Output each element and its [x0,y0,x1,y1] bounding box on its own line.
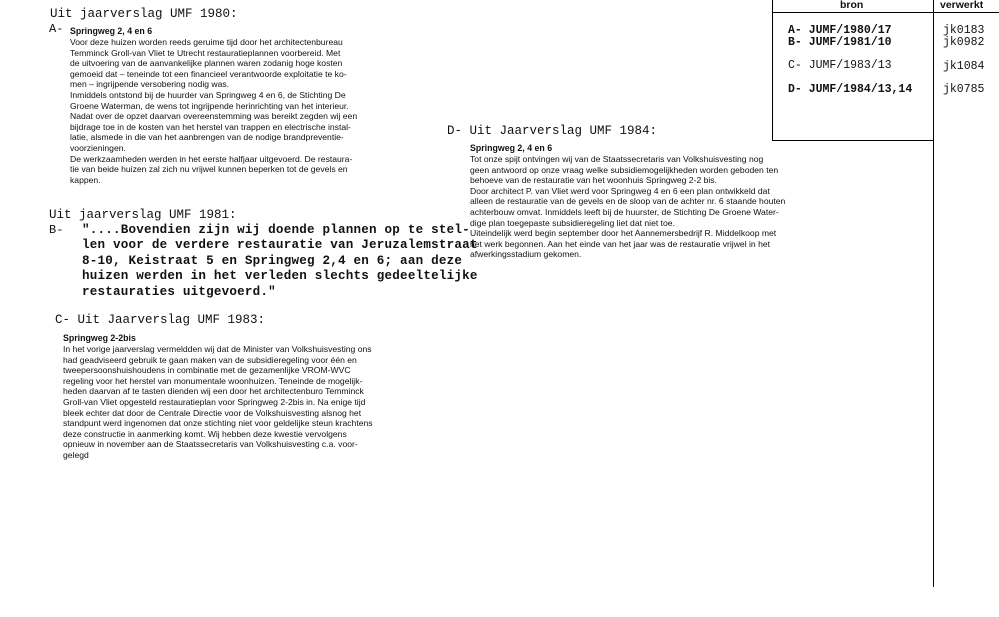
section-a-heading: Uit jaarverslag UMF 1980: [50,7,238,21]
paragraph-line: men – ingrijpende versobering nodig was. [70,79,230,90]
quote-line: len voor de verdere restauratie van Jeruzalemstraat [82,238,478,253]
section-c-subheading: Springweg 2-2bis [63,333,136,343]
paragraph-line: alleen de restauratie van de gevels en de sloop van de achter nr. 6 staande houten [470,196,786,207]
paragraph-line: geen antwoord op onze vraag welke subsidiemogelijkheden worden geboden ten [470,164,779,175]
quote-line: restauraties uitgevoerd." [82,284,276,299]
paragraph-line: Nadat over de opzet daarvan overeenstemming was bereikt zegden wij een [70,111,358,122]
paragraph-line: voorzieningen. [70,142,126,153]
paragraph-line: Groene Waterman, de wens tot ingrijpende herinrichting van het interieur. [70,100,349,111]
table-source-cell: B- JUMF/1981/10 [788,36,892,49]
paragraph-line: dige plan toegepaste subsidieregeling liet dat niet toe. [470,217,675,228]
paragraph-line: Uiteindelijk werd begin september door het Aannemersbedrijf R. Middelkoop met [470,228,777,239]
table-header-processed: verwerkt [940,0,984,11]
table-source-cell: A- JUMF/1980/17 [788,24,892,37]
paragraph-line: achterbouw omvat. Inmiddels leeft bij de huurster, de Stichting De Groene Water- [470,206,779,217]
section-a-subheading: Springweg 2, 4 en 6 [70,26,153,36]
paragraph-line: Inmiddels ontstond bij de huurder van Springweg 4 en 6, de Stichting De [70,89,346,100]
paragraph-line: tie van beide huizen zal zich nu vrijwel kunnen beperken tot de gevels en [70,164,348,175]
quote-line: "....Bovendien zijn wij doende plannen op te stel- [82,223,470,237]
section-b-letter: B- [49,223,64,237]
section-d-body [470,154,785,260]
quote-line: huizen werden in het verleden slechts gedeeltelijke [82,269,478,284]
table-source-cell: C- JUMF/1983/13 [788,59,892,72]
table-code-cell: jk1084 [943,60,985,73]
paragraph-line: Door architect P. van Vliet werd voor Springweg 4 en 6 een plan ontwikkeld dat [470,185,770,196]
section-b-heading: Uit jaarverslag UMF 1981: [49,208,237,222]
table-left-border [772,0,773,140]
paragraph-line: Voor deze huizen worden reeds geruime tijd door het architectenbureau [70,37,343,47]
paragraph-line: afwerkingsstadium gekomen. [470,249,582,260]
table-column-divider [933,0,934,587]
paragraph-line: bleek echter dat door de Centrale Directie voor de Volkshuisvesting alsnog het [63,407,362,418]
paragraph-line: standpunt werd ingenomen dat onze stichting niet voor geldelijke steun krachtens [63,418,373,429]
section-d-heading: D- Uit Jaarverslag UMF 1984: [447,124,658,138]
paragraph-line: het werk begonnen. Aan het einde van het jaar was de restauratie vrijwel in het [470,238,771,249]
paragraph-line: Tot onze spijt ontvingen wij van de Staatssecretaris van Volkshuisvesting nog [470,154,764,164]
table-header-source: bron [840,0,864,11]
paragraph-line: deze constructie in aanmerking komt. Wij hebben deze kwestie vervolgens [63,428,347,439]
paragraph-line: gelegd [63,449,89,460]
section-a-body [70,37,357,185]
table-code-cell: jk0183 [943,24,985,37]
section-c-body [63,344,373,461]
table-code-cell: jk0982 [943,36,985,49]
table-bottom-border [772,140,934,141]
quote-line: 8-10, Keistraat 5 en Springweg 2,4 en 6; aan deze [82,253,463,268]
paragraph-line: de uitvoering van de aanvankelijke plannen waren zodanig hoge kosten [70,58,343,69]
section-d-subheading: Springweg 2, 4 en 6 [470,143,553,153]
paragraph-line: had geadviseerd gebruik te gaan maken van de subsidieregeling voor één en [63,354,357,365]
paragraph-line: Temminck Groll-van Vliet te Utrecht restauratieplannen voorbereid. Met [70,47,341,58]
paragraph-line: kappen. [70,174,101,185]
paragraph-line: bijdrage toe in de kosten van het herstel van trappen en electrische instal- [70,121,351,132]
paragraph-line: tweepersoonshuishoudens in combinatie met de gezamenlijke VROM-WVC [63,365,351,376]
table-source-cell: D- JUMF/1984/13,14 [788,83,913,96]
paragraph-line: Groll-van Vliet opgesteld restauratieplan voor Springweg 2-2bis in. Na enige tijd [63,396,366,407]
section-c-heading: C- Uit Jaarverslag UMF 1983: [55,313,266,327]
table-header-divider [772,12,999,13]
paragraph-line: latie, alsmede in die van het aanbrengen van de nodige brandpreventie- [70,132,344,143]
paragraph-line: behoeve van de restauratie van het woonhuis Springweg 2-2 bis. [470,175,717,186]
paragraph-line: heden daarvan af te tasten dienden wij een door het architectenburo Temminck [63,386,364,397]
paragraph-line: De werkzaamheden werden in het eerste halfjaar uitgevoerd. De restaura- [70,153,353,164]
table-code-cell: jk0785 [943,83,985,96]
paragraph-line: opnieuw in november aan de Staatssecretaris van Volkshuisvesting c.a. voor- [63,439,358,450]
section-b-quote [82,223,478,300]
section-a-letter: A- [49,22,64,36]
paragraph-line: In het vorige jaarverslag vermeldden wij dat de Minister van Volkshuisvesting ons [63,344,372,354]
paragraph-line: regeling voor het herstel van monumentale woonhuizen. Teneinde de mogelijk- [63,375,363,386]
paragraph-line: gemoeid dat – teneinde tot een financieel verantwoorde exploitatie te ko- [70,68,347,79]
